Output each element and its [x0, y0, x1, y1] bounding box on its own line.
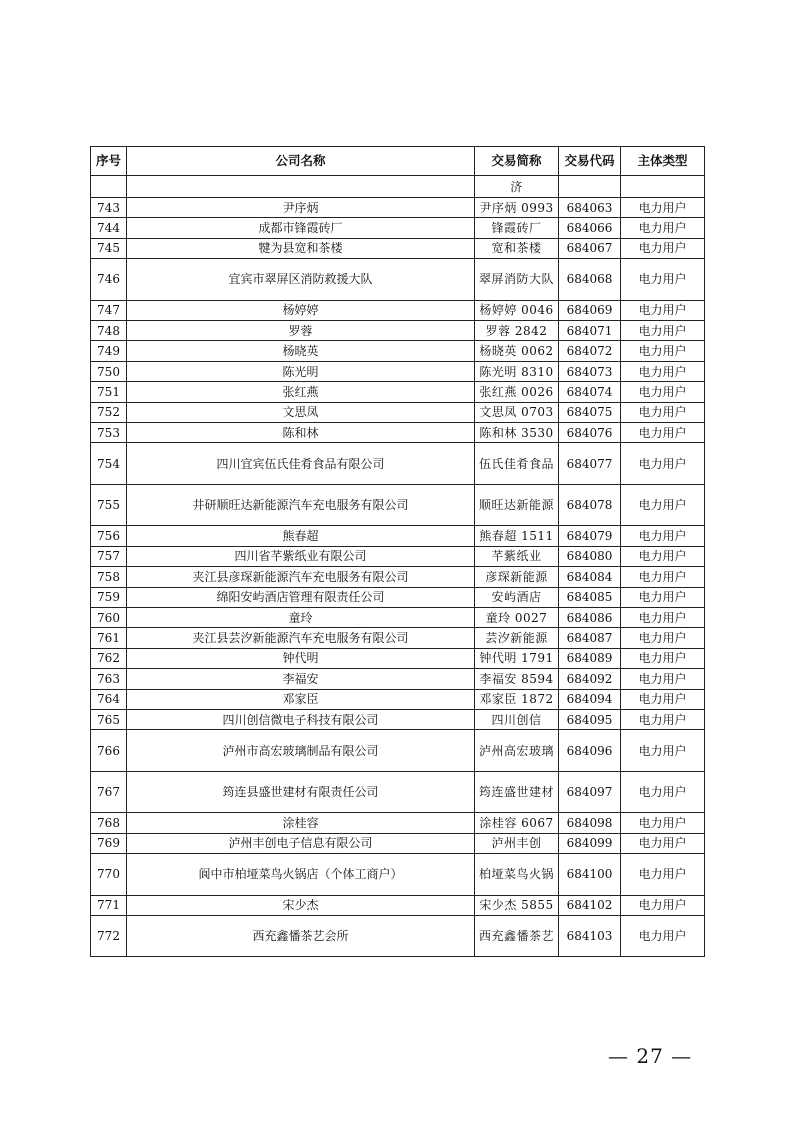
cell-trade-code: 684076: [559, 423, 621, 443]
cell-company-name: 阆中市柏垭菜鸟火锅店（个体工商户）: [127, 854, 475, 896]
cell-trade-code: 684084: [559, 567, 621, 587]
table-row: [91, 854, 705, 896]
table-row: [91, 648, 705, 668]
cell-serial: 747: [91, 300, 127, 320]
cell-company-name: 泸州市高宏玻璃制品有限公司: [127, 730, 475, 772]
table-header-row: [91, 147, 705, 176]
cell-trade-code: 684098: [559, 813, 621, 833]
cell-trade-abbr: 文思凤 0703: [475, 402, 559, 422]
table-row-continuation: [91, 176, 705, 198]
cell-company-name: 钟代明: [127, 648, 475, 668]
cell-trade-code: [559, 176, 621, 198]
cell-company-name: 邓家臣: [127, 689, 475, 709]
cell-trade-code: 684092: [559, 669, 621, 689]
cell-trade-code: 684097: [559, 771, 621, 813]
cell-trade-abbr: 邓家臣 1872: [475, 689, 559, 709]
header-company-name: 公司名称: [127, 147, 475, 176]
cell-trade-code: 684095: [559, 709, 621, 729]
cell-serial: 761: [91, 628, 127, 648]
cell-entity-type: 电力用户: [621, 833, 705, 853]
table-row: [91, 321, 705, 341]
cell-entity-type: 电力用户: [621, 854, 705, 896]
cell-trade-abbr: 翠屏消防大队: [475, 259, 559, 301]
cell-trade-abbr: 熊春超 1511: [475, 526, 559, 546]
cell-entity-type: 电力用户: [621, 607, 705, 627]
cell-entity-type: 电力用户: [621, 648, 705, 668]
page-number: — 27 —: [608, 1044, 693, 1068]
cell-entity-type: 电力用户: [621, 361, 705, 381]
cell-trade-abbr: 钟代明 1791: [475, 648, 559, 668]
cell-serial: 753: [91, 423, 127, 443]
cell-company-name: 李福安: [127, 669, 475, 689]
cell-company-name: 筠连县盛世建材有限责任公司: [127, 771, 475, 813]
cell-trade-abbr: 西充鑫憣茶艺: [475, 915, 559, 957]
cell-trade-code: 684063: [559, 198, 621, 218]
cell-company-name: 西充鑫憣茶艺会所: [127, 915, 475, 957]
cell-serial: 752: [91, 402, 127, 422]
table-row: [91, 382, 705, 402]
table-row: [91, 607, 705, 627]
cell-trade-abbr: 四川创信: [475, 709, 559, 729]
table-row: [91, 526, 705, 546]
cell-company-name: 四川创信微电子科技有限公司: [127, 709, 475, 729]
cell-serial: 751: [91, 382, 127, 402]
cell-company-name: 涂桂容: [127, 813, 475, 833]
cell-serial: 749: [91, 341, 127, 361]
table-row: [91, 709, 705, 729]
cell-trade-abbr: 安屿酒店: [475, 587, 559, 607]
cell-company-name: 犍为县宽和茶楼: [127, 238, 475, 258]
cell-trade-abbr: 涂桂容 6067: [475, 813, 559, 833]
cell-company-name: 罗蓉: [127, 321, 475, 341]
cell-trade-abbr: 芸汐新能源: [475, 628, 559, 648]
cell-entity-type: 电力用户: [621, 382, 705, 402]
table-row: [91, 546, 705, 566]
cell-trade-code: 684087: [559, 628, 621, 648]
cell-serial: 769: [91, 833, 127, 853]
cell-serial: 767: [91, 771, 127, 813]
cell-trade-code: 684067: [559, 238, 621, 258]
cell-company-name: 成都市锋霞砖厂: [127, 218, 475, 238]
cell-serial: 762: [91, 648, 127, 668]
cell-company-name: 童玲: [127, 607, 475, 627]
header-entity-type: 主体类型: [621, 147, 705, 176]
table-row: [91, 423, 705, 443]
cell-entity-type: 电力用户: [621, 300, 705, 320]
cell-trade-code: 684071: [559, 321, 621, 341]
table-row: [91, 915, 705, 957]
cell-trade-abbr: 柏垭菜鸟火锅: [475, 854, 559, 896]
cell-serial: 744: [91, 218, 127, 238]
cell-company-name: 文思凤: [127, 402, 475, 422]
cell-trade-abbr: 宋少杰 5855: [475, 895, 559, 915]
cell-trade-abbr: 芊紫纸业: [475, 546, 559, 566]
table-row: [91, 689, 705, 709]
cell-trade-code: 684075: [559, 402, 621, 422]
table-row: [91, 895, 705, 915]
table-row: [91, 300, 705, 320]
cell-entity-type: 电力用户: [621, 771, 705, 813]
cell-serial: 772: [91, 915, 127, 957]
cell-trade-code: 684099: [559, 833, 621, 853]
cell-trade-abbr: 济: [475, 176, 559, 198]
cell-trade-abbr: 陈和林 3530: [475, 423, 559, 443]
cell-entity-type: 电力用户: [621, 259, 705, 301]
table-row: [91, 218, 705, 238]
cell-serial: 745: [91, 238, 127, 258]
cell-company-name: 夹江县芸汐新能源汽车充电服务有限公司: [127, 628, 475, 648]
table-row: [91, 402, 705, 422]
cell-company-name: 陈光明: [127, 361, 475, 381]
table-row: [91, 443, 705, 485]
table-row: [91, 730, 705, 772]
cell-trade-code: 684086: [559, 607, 621, 627]
cell-entity-type: 电力用户: [621, 484, 705, 526]
cell-company-name: 杨婷婷: [127, 300, 475, 320]
cell-company-name: 杨晓英: [127, 341, 475, 361]
cell-entity-type: 电力用户: [621, 341, 705, 361]
cell-trade-abbr: 锋霞砖厂: [475, 218, 559, 238]
cell-company-name: 四川宜宾伍氏佳肴食品有限公司: [127, 443, 475, 485]
cell-entity-type: 电力用户: [621, 198, 705, 218]
cell-trade-abbr: 伍氏佳肴食品: [475, 443, 559, 485]
cell-trade-abbr: 陈光明 8310: [475, 361, 559, 381]
cell-trade-abbr: 李福安 8594: [475, 669, 559, 689]
cell-entity-type: 电力用户: [621, 402, 705, 422]
cell-trade-code: 684079: [559, 526, 621, 546]
cell-trade-abbr: 筠连盛世建材: [475, 771, 559, 813]
cell-trade-code: 684096: [559, 730, 621, 772]
cell-serial: 748: [91, 321, 127, 341]
cell-serial: 766: [91, 730, 127, 772]
cell-serial: 756: [91, 526, 127, 546]
cell-trade-abbr: 泸州丰创: [475, 833, 559, 853]
header-trade-abbr: 交易简称: [475, 147, 559, 176]
cell-trade-code: 684073: [559, 361, 621, 381]
cell-trade-abbr: 罗蓉 2842: [475, 321, 559, 341]
cell-serial: 763: [91, 669, 127, 689]
cell-trade-code: 684077: [559, 443, 621, 485]
company-table: [90, 146, 705, 957]
cell-serial: 770: [91, 854, 127, 896]
cell-company-name: [127, 176, 475, 198]
cell-trade-code: 684068: [559, 259, 621, 301]
cell-trade-abbr: 张红燕 0026: [475, 382, 559, 402]
cell-company-name: 井研顺旺达新能源汽车充电服务有限公司: [127, 484, 475, 526]
cell-trade-abbr: 杨晓英 0062: [475, 341, 559, 361]
cell-trade-abbr: 童玲 0027: [475, 607, 559, 627]
cell-entity-type: 电力用户: [621, 895, 705, 915]
cell-entity-type: 电力用户: [621, 689, 705, 709]
cell-trade-code: 684094: [559, 689, 621, 709]
cell-serial: 760: [91, 607, 127, 627]
cell-company-name: 夹江县彦琛新能源汽车充电服务有限公司: [127, 567, 475, 587]
cell-company-name: 绵阳安屿酒店管理有限责任公司: [127, 587, 475, 607]
table-row: [91, 361, 705, 381]
cell-entity-type: 电力用户: [621, 709, 705, 729]
table-row: [91, 238, 705, 258]
cell-serial: 757: [91, 546, 127, 566]
cell-serial: 768: [91, 813, 127, 833]
cell-company-name: 泸州丰创电子信息有限公司: [127, 833, 475, 853]
cell-entity-type: 电力用户: [621, 813, 705, 833]
cell-entity-type: 电力用户: [621, 567, 705, 587]
cell-serial: 755: [91, 484, 127, 526]
cell-serial: 759: [91, 587, 127, 607]
cell-trade-code: 684085: [559, 587, 621, 607]
cell-trade-code: 684078: [559, 484, 621, 526]
cell-serial: 764: [91, 689, 127, 709]
table-row: [91, 484, 705, 526]
cell-entity-type: 电力用户: [621, 321, 705, 341]
table-row: [91, 813, 705, 833]
table-row: [91, 198, 705, 218]
table-row: [91, 587, 705, 607]
cell-entity-type: 电力用户: [621, 587, 705, 607]
cell-trade-code: 684103: [559, 915, 621, 957]
cell-company-name: 熊春超: [127, 526, 475, 546]
cell-company-name: 宜宾市翠屏区消防救援大队: [127, 259, 475, 301]
cell-entity-type: 电力用户: [621, 669, 705, 689]
cell-trade-code: 684100: [559, 854, 621, 896]
cell-trade-abbr: 彦琛新能源: [475, 567, 559, 587]
cell-entity-type: 电力用户: [621, 546, 705, 566]
cell-company-name: 陈和林: [127, 423, 475, 443]
cell-entity-type: 电力用户: [621, 526, 705, 546]
table-row: [91, 628, 705, 648]
cell-entity-type: 电力用户: [621, 238, 705, 258]
cell-trade-code: 684074: [559, 382, 621, 402]
cell-trade-abbr: 尹序炳 0993: [475, 198, 559, 218]
cell-serial: [91, 176, 127, 198]
cell-entity-type: 电力用户: [621, 628, 705, 648]
cell-company-name: 张红燕: [127, 382, 475, 402]
cell-trade-code: 684066: [559, 218, 621, 238]
cell-serial: 771: [91, 895, 127, 915]
cell-trade-code: 684102: [559, 895, 621, 915]
header-trade-code: 交易代码: [559, 147, 621, 176]
cell-entity-type: 电力用户: [621, 218, 705, 238]
table-row: [91, 669, 705, 689]
cell-entity-type: 电力用户: [621, 915, 705, 957]
cell-entity-type: 电力用户: [621, 443, 705, 485]
cell-trade-abbr: 泸州高宏玻璃: [475, 730, 559, 772]
cell-trade-code: 684072: [559, 341, 621, 361]
table-row: [91, 567, 705, 587]
table-row: [91, 833, 705, 853]
table-row: [91, 259, 705, 301]
cell-trade-abbr: 顺旺达新能源: [475, 484, 559, 526]
cell-trade-abbr: 杨婷婷 0046: [475, 300, 559, 320]
cell-company-name: 尹序炳: [127, 198, 475, 218]
header-serial: 序号: [91, 147, 127, 176]
cell-serial: 765: [91, 709, 127, 729]
cell-trade-code: 684080: [559, 546, 621, 566]
cell-entity-type: 电力用户: [621, 423, 705, 443]
cell-serial: 754: [91, 443, 127, 485]
table-row: [91, 341, 705, 361]
cell-serial: 746: [91, 259, 127, 301]
cell-serial: 743: [91, 198, 127, 218]
cell-trade-code: 684089: [559, 648, 621, 668]
cell-serial: 758: [91, 567, 127, 587]
cell-serial: 750: [91, 361, 127, 381]
cell-company-name: 宋少杰: [127, 895, 475, 915]
cell-trade-abbr: 宽和茶楼: [475, 238, 559, 258]
cell-company-name: 四川省芊紫纸业有限公司: [127, 546, 475, 566]
cell-entity-type: [621, 176, 705, 198]
table-row: [91, 771, 705, 813]
cell-trade-code: 684069: [559, 300, 621, 320]
cell-entity-type: 电力用户: [621, 730, 705, 772]
